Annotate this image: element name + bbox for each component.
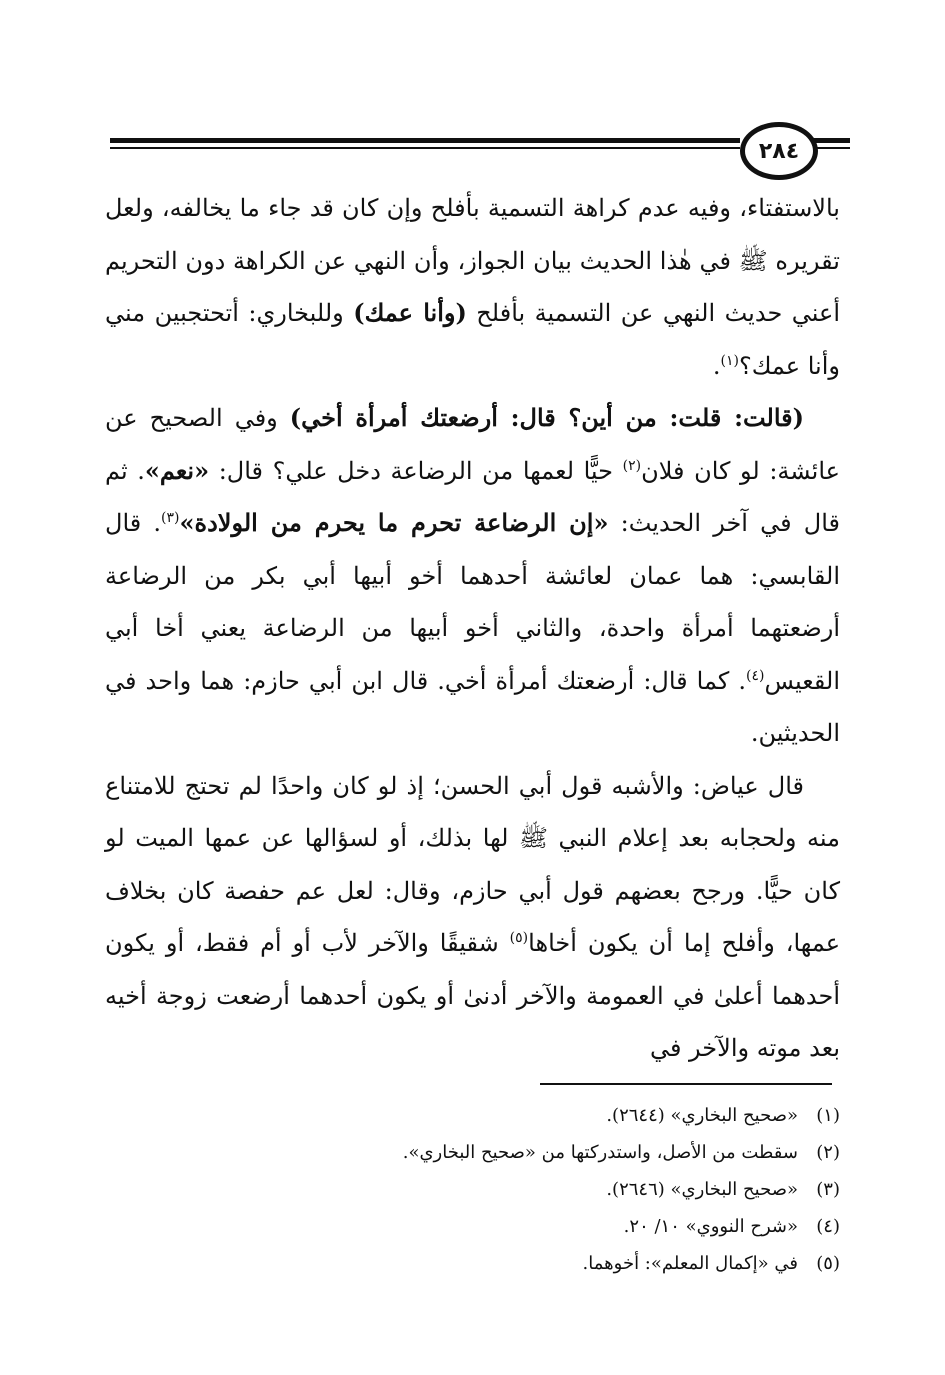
text-run: . قال القابسي: هما عمان لعائشة أحدهما أخو أبيها أبي بكر من الرضاعة أرضعتهما أمرأة واحدة، والثاني أخو أبيها من الرضاعة يعني أخا أبي القعيس xyxy=(105,509,840,695)
footnote xyxy=(300,1171,840,1208)
footnote-text: سقطت من الأصل، واستدركتها من «صحيح البخاري». xyxy=(402,1142,798,1163)
bold-quote: (قالت: قلت: من أين؟ قال: أرضعتك أمرأة أخي) xyxy=(289,403,805,432)
footnote-text: «صحيح البخاري» (٢٦٤٤). xyxy=(606,1105,798,1126)
bold-quote: «نعم» xyxy=(144,455,210,485)
bold-quote: «إن الرضاعة تحرم ما يحرم من الولادة» xyxy=(179,508,609,537)
footnote-text: «شرح النووي» ١٠/ ٢٠. xyxy=(623,1216,798,1237)
text-run: . كما قال: أرضعتك أمرأة أخي. قال ابن أبي حازم: هما واحد في الحديثين. xyxy=(105,666,840,747)
text-run: قال عياض: والأشبه قول أبي الحسن؛ إذ لو كان واحدًا لم تحتج للامتناع منه ولحجابه بعد إعلام النبي ﷺ لها بذلك، أو لسؤالها عن عمها الميت لو كان حيًّا. ورجح بعضهم قول أبي حازم، وقال: لعل عم حفصة كان بخلاف عمها، وأفلح إما أن يكون أخاها xyxy=(105,771,841,957)
footnote-number: (٢) xyxy=(816,1142,840,1163)
footnote-ref: (٣) xyxy=(161,510,180,526)
footnote xyxy=(300,1208,840,1245)
bold-quote: (وأنا عمك) xyxy=(353,298,467,327)
footnote-number: (١) xyxy=(816,1105,840,1126)
footnote-text: «صحيح البخاري» (٢٦٤٦). xyxy=(606,1179,798,1200)
footnote-separator xyxy=(540,1083,832,1085)
footnote-number: (٥) xyxy=(816,1253,840,1274)
text-run: وللبخاري: أتحتجبين مني وأنا عمك؟ xyxy=(105,299,840,380)
footnote-number: (٤) xyxy=(816,1216,840,1237)
header-rule-thin xyxy=(110,147,740,149)
text-run: وفي الصحيح عن عائشة: لو كان فلان xyxy=(105,404,840,485)
paragraph xyxy=(105,392,840,760)
text-run: بالاستفتاء، وفيه عدم كراهة التسمية بأفلح وإن كان قد جاء ما يخالفه، ولعل تقريره ﷺ في هٰذا الحديث بيان الجواز، وأن النهي عن الكراهة دون التحريم أعني حديث النهي عن التسمية بأفلح xyxy=(105,194,840,327)
footnote xyxy=(300,1134,840,1171)
page-number: ٢٨٤ xyxy=(740,122,818,180)
text-run: حيًّا لعمها من الرضاعة دخل علي؟ قال: xyxy=(209,456,623,485)
page-header xyxy=(110,128,850,178)
text-run: . ثم قال في آخر الحديث: xyxy=(105,456,840,537)
footnote-ref: (٤) xyxy=(745,667,765,684)
footnote-number: (٣) xyxy=(816,1179,840,1200)
footnote-ref: (٥) xyxy=(509,930,529,946)
paragraph xyxy=(105,182,840,392)
header-rule-thick xyxy=(110,138,740,143)
footnote-text: في «إكمال المعلم»: أخوهما. xyxy=(582,1253,798,1274)
paragraph xyxy=(105,760,840,1075)
footnote-ref: (١) xyxy=(720,352,739,369)
footnote xyxy=(300,1245,840,1282)
text-run: . xyxy=(712,351,721,380)
body-text xyxy=(105,182,840,1075)
text-run: شقيقًا والآخر لأب أو أم فقط، أو يكون أحدهما أعلىٰ في العمومة والآخر أدنىٰ أو يكون أحدهما أرضعت زوجة أخيه بعد موته والآخر في xyxy=(105,929,840,1062)
footnote xyxy=(300,1097,840,1134)
footnote-ref: (٢) xyxy=(622,457,642,474)
footnotes xyxy=(300,1097,840,1282)
